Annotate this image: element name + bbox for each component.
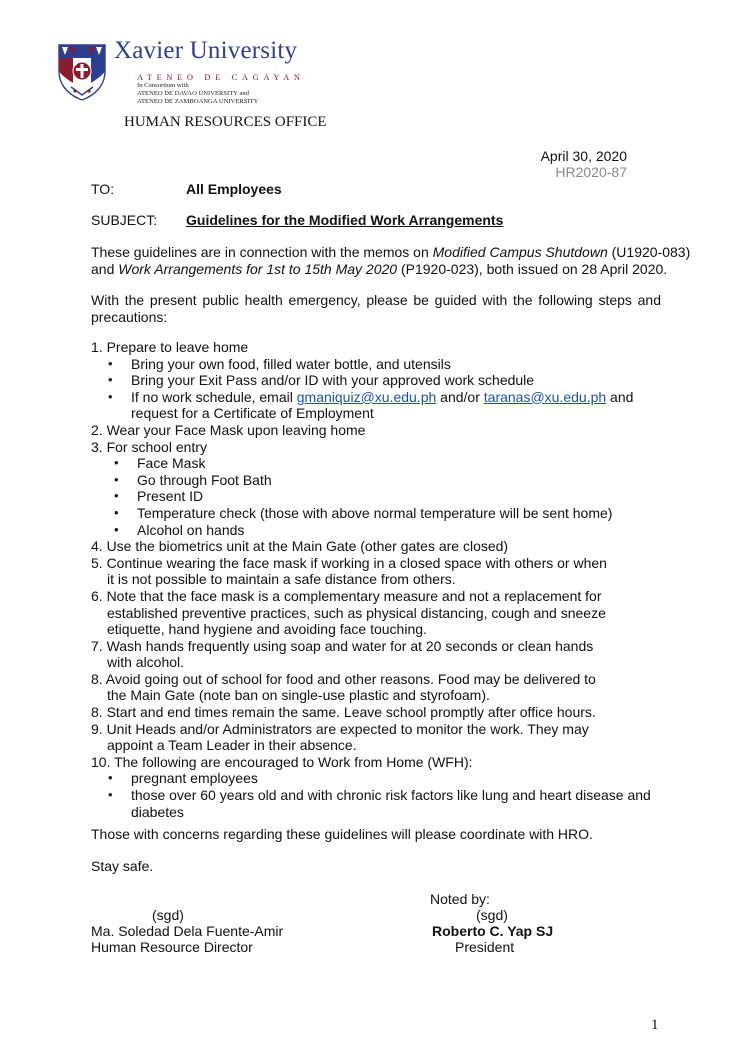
bullet-continuation: diabetes bbox=[131, 803, 184, 820]
guidelines-list bbox=[91, 339, 671, 820]
intro-paragraph bbox=[91, 244, 691, 277]
consortium-line: ATENEO DE DAVAO UNIVERSITY and bbox=[137, 90, 249, 97]
bullet-item: • Go through Foot Bath bbox=[91, 472, 671, 489]
consortium-line: ATENEO DE ZAMBOANGA UNIVERSITY bbox=[137, 98, 259, 105]
list-item-continuation: with alcohol. bbox=[107, 654, 185, 671]
subject-value: Guidelines for the Modified Work Arrangements bbox=[186, 212, 504, 228]
left-signature-mark: (sgd) bbox=[152, 907, 184, 923]
closing-concerns: Those with concerns regarding these guidelines will please coordinate with HRO. bbox=[91, 826, 593, 842]
intro-line: and Work Arrangements for 1st to 15th May 2020 (P1920-023), both issued on 28 April 2020. bbox=[91, 260, 668, 277]
university-name: Xavier University bbox=[114, 37, 298, 64]
memo-date: April 30, 2020 bbox=[540, 148, 627, 164]
university-crest-logo bbox=[57, 43, 107, 101]
right-signatory-title: President bbox=[455, 939, 515, 955]
list-item: 8. Start and end times remain the same. Leave school promptly after office hours. bbox=[91, 704, 596, 721]
page-number: 1 bbox=[651, 1017, 659, 1033]
list-item: 9. Unit Heads and/or Administrators are expected to monitor the work. They may bbox=[91, 720, 589, 737]
bullet-item: • Alcohol on hands bbox=[91, 522, 671, 539]
bullet-item: • Present ID bbox=[91, 488, 671, 505]
left-signatory-title: Human Resource Director bbox=[91, 939, 253, 955]
list-item: 5. Continue wearing the face mask if working in a closed space with others or when bbox=[91, 554, 607, 571]
right-signatory-name: Roberto C. Yap SJ bbox=[432, 923, 554, 939]
closing-stay-safe: Stay safe. bbox=[91, 858, 154, 874]
list-item-continuation: the Main Gate (note ban on single-use plastic and styrofoam). bbox=[107, 687, 490, 704]
list-item: 6. Note that the face mask is a complementary measure and not a replacement for bbox=[91, 587, 602, 604]
list-item: 2. Wear your Face Mask upon leaving home bbox=[91, 421, 366, 438]
email-link-gmaniquiz[interactable]: gmaniquiz@xu.edu.ph bbox=[296, 388, 437, 405]
list-item: 7. Wash hands frequently using soap and water for at 20 seconds or clean hands bbox=[91, 637, 594, 654]
bullet-item: • Bring your own food, filled water bottle, and utensils bbox=[91, 356, 671, 373]
university-subtitle: ATENEO DE CAGAYAN bbox=[137, 72, 305, 82]
memo-title-shutdown: Modified Campus Shutdown bbox=[432, 244, 608, 260]
list-item-continuation: it is not possible to maintain a safe distance from others. bbox=[107, 571, 456, 588]
bullet-item: • Bring your Exit Pass and/or ID with your approved work schedule bbox=[91, 372, 671, 389]
bullet-item: • If no work schedule, email gmaniquiz@xu.edu.ph and/or taranas@xu.edu.ph and bbox=[91, 389, 671, 406]
bullet-item: • Face Mask bbox=[91, 455, 671, 472]
left-signatory-name: Ma. Soledad Dela Fuente-Amir bbox=[91, 923, 284, 939]
right-signature-mark: (sgd) bbox=[476, 907, 508, 923]
preamble-paragraph bbox=[91, 292, 661, 325]
list-item: 1. Prepare to leave home bbox=[91, 339, 249, 355]
list-item-continuation: etiquette, hand hygiene and avoiding face touching. bbox=[107, 621, 427, 638]
bullet-continuation: request for a Certificate of Employment bbox=[131, 405, 374, 422]
subject-label: SUBJECT: bbox=[91, 212, 158, 228]
bullet-item: • Temperature check (those with above normal temperature will be sent home) bbox=[91, 505, 671, 522]
memo-title-work-arrangements: Work Arrangements for 1st to 15th May 2020 bbox=[118, 260, 398, 277]
consortium-line: In Consortium with bbox=[137, 82, 189, 89]
noted-by-label: Noted by: bbox=[430, 891, 490, 907]
to-label: TO: bbox=[91, 181, 115, 197]
bullet-item: • pregnant employees bbox=[91, 770, 671, 787]
consortium-note bbox=[137, 82, 258, 106]
email-link-taranas[interactable]: taranas@xu.edu.ph bbox=[483, 388, 607, 405]
to-value: All Employees bbox=[186, 181, 282, 197]
list-item: 4. Use the biometrics unit at the Main Gate (other gates are closed) bbox=[91, 538, 509, 555]
office-name: HUMAN RESOURCES OFFICE bbox=[124, 114, 327, 130]
list-item: 10. The following are encouraged to Work from Home (WFH): bbox=[91, 753, 473, 770]
list-item: 8. Avoid going out of school for food and other reasons. Food may be delivered to bbox=[91, 670, 596, 687]
list-item-continuation: appoint a Team Leader in their absence. bbox=[107, 737, 357, 754]
memo-reference: HR2020-87 bbox=[555, 164, 627, 180]
list-item: 3. For school entry bbox=[91, 438, 207, 455]
preamble-line: With the present public health emergency, please be guided with the following steps and bbox=[91, 292, 661, 308]
bullet-item: • those over 60 years old and with chronic risk factors like lung and heart disease and bbox=[91, 787, 671, 804]
list-item-continuation: established preventive practices, such as physical distancing, cough and sneeze bbox=[107, 604, 606, 621]
intro-line: These guidelines are in connection with the memos on Modified Campus Shutdown (U1920-083) bbox=[91, 244, 691, 260]
preamble-line: precautions: bbox=[91, 308, 168, 325]
